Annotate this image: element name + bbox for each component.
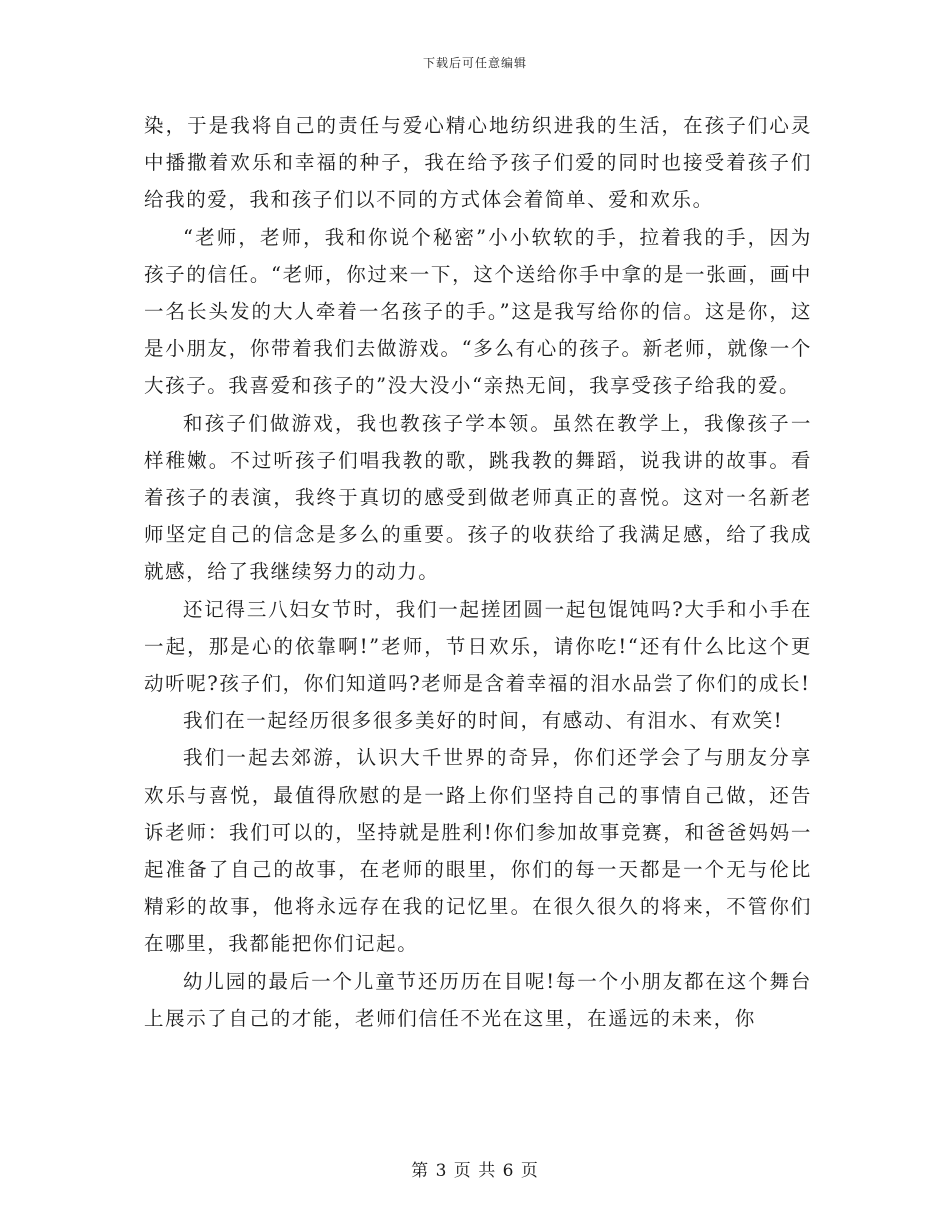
page-header: 下载后可任意编辑 [422,56,527,70]
paragraph: 幼儿园的最后一个儿童节还历历在目呢!每一个小朋友都在这个舞台上展示了自己的才能，老师们信任不光在这里，在遥远的未来，你 [144,969,812,1030]
document-body [144,107,812,1037]
paragraph: “老师，老师，我和你说个秘密”小小软软的手，拉着我的手，因为孩子的信任。“老师，你过来一下，这个送给你手中拿的是一张画，画中一名长头发的大人牵着一名孩子的手。”这是我写给你的信。这是你，这是小朋友，你带着我们去做游戏。“多么有心的孩子。新老师，就像一个大孩子。我喜爱和孩子的”没大没小“亲热无间，我享受孩子给我的爱。 [144,225,812,398]
paragraph: 还记得三八妇女节时，我们一起搓团圆一起包馄饨吗?大手和小手在一起，那是心的依靠啊!”老师，节日欢乐，请你吃!“还有什么比这个更动听呢?孩子们，你们知道吗?老师是含着幸福的泪水品尝了你们的成长! [144,597,812,696]
paragraph: 和孩子们做游戏，我也教孩子学本领。虽然在教学上，我像孩子一样稚嫩。不过听孩子们唱我教的歌，跳我教的舞蹈，说我讲的故事。看着孩子的表演，我终于真切的感受到做老师真正的喜悦。这对一名新老师坚定自己的信念是多么的重要。孩子的收获给了我满足感，给了我成就感，给了我继续努力的动力。 [144,411,812,584]
paragraph: 我们在一起经历很多很多美好的时间，有感动、有泪水、有欢笑! [183,709,784,733]
page-number-footer: 第 3 页 共 6 页 [411,1161,539,1181]
paragraph: 我们一起去郊游，认识大千世界的奇异，你们还学会了与朋友分享欢乐与喜悦，最值得欣慰的是一路上你们坚持自己的事情自己做，还告诉老师：我们可以的，坚持就是胜利!你们参加故事竞赛，和爸爸妈妈一起准备了自己的故事，在老师的眼里，你们的每一天都是一个无与伦比精彩的故事，他将永远存在我的记忆里。在很久很久的将来，不管你们在哪里，我都能把你们记起。 [144,746,812,956]
paragraph-continuation: 染，于是我将自己的责任与爱心精心地纺织进我的生活，在孩子们心灵中播撒着欢乐和幸福的种子，我在给予孩子们爱的同时也接受着孩子们给我的爱，我和孩子们以不同的方式体会着简单、爱和欢乐。 [144,114,812,212]
